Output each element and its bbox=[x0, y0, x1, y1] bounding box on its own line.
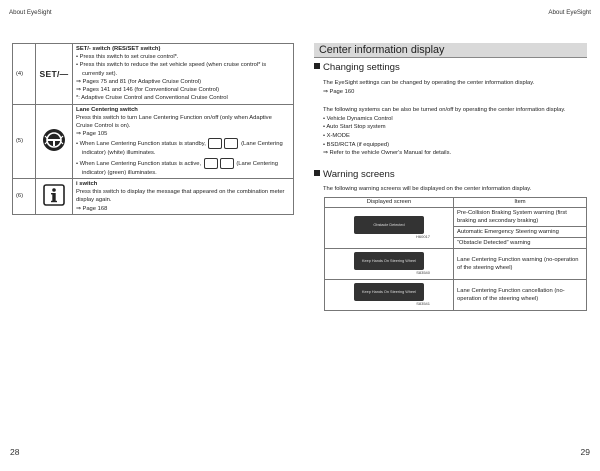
image-code: S83540 bbox=[416, 270, 430, 276]
set-switch-icon: SET/— bbox=[36, 44, 73, 105]
page-number-right: 29 bbox=[580, 447, 590, 457]
row-number: (6) bbox=[13, 178, 36, 214]
text-line: Press this switch to display the message that appeared on the combination meter display again. bbox=[76, 189, 285, 204]
page-ref: ⇒ Page 160 bbox=[323, 88, 355, 95]
lane-centering-indicator-icon bbox=[220, 158, 234, 169]
row-number: (5) bbox=[13, 104, 36, 178]
lane-centering-indicator-icon bbox=[224, 138, 238, 149]
warning-screen-image: Keep Hands On Steering Wheel bbox=[354, 252, 424, 270]
table-row bbox=[13, 178, 294, 214]
header-left: About EyeSight bbox=[9, 9, 52, 16]
list-item: • Vehicle Dynamics Control bbox=[323, 115, 393, 122]
text-line: • Press this switch to reduce the set vehicle speed (when cruise control* is currently set). bbox=[76, 62, 267, 77]
lane-centering-indicator-icon bbox=[204, 158, 218, 169]
switch-description bbox=[73, 44, 294, 105]
switch-title: SET/- switch (RES/SET switch) bbox=[76, 46, 161, 52]
page-ref: ⇒ Page 105 bbox=[76, 131, 108, 138]
page-ref: ⇒ Refer to the vehicle Owner's Manual for details. bbox=[323, 150, 452, 157]
warning-screen-image: Keep Hands On Steering Wheel bbox=[354, 283, 424, 301]
table-row bbox=[325, 280, 587, 311]
bullet-square-icon bbox=[314, 170, 320, 176]
paragraph: The following systems can be also be turned on/off by operating the center information display. • Vehicle Dynamics Control • Auto Start Stop system • X-MODE • BSD/RCTA (if equipped) ⇒ Refer to the vehicle Owner's Manual for details. bbox=[323, 106, 589, 158]
row-number: (4) bbox=[13, 44, 36, 105]
screen-cell bbox=[325, 280, 454, 311]
switch-title: Lane Centering switch bbox=[76, 106, 138, 113]
table-row bbox=[13, 44, 294, 105]
list-item: • X-MODE bbox=[323, 133, 350, 140]
info-icon bbox=[36, 178, 73, 214]
header-right: About EyeSight bbox=[548, 9, 591, 16]
table-header-row bbox=[325, 198, 587, 208]
table-row bbox=[325, 208, 587, 227]
item-cell: “Obstacle Detected” warning bbox=[454, 238, 587, 249]
text-line: • When Lane Centering Function status is standby, (Lane Centering indicator) (white) illuminates. bbox=[76, 138, 290, 157]
page-ref: ⇒ Page 168 bbox=[76, 205, 108, 212]
warning-screen-image: Obstacle Detected bbox=[354, 216, 424, 234]
text-line: • Press this switch to set cruise control*. bbox=[76, 54, 179, 61]
heading-changing-settings: Changing settings bbox=[314, 62, 400, 73]
image-code: H60017 bbox=[415, 234, 430, 240]
lane-centering-indicator-icon bbox=[208, 138, 222, 149]
page-number-left: 28 bbox=[10, 447, 20, 457]
screen-cell bbox=[325, 249, 454, 280]
switch-title: i switch bbox=[76, 180, 98, 187]
item-cell: Lane Centering Function cancellation (no-operation of the steering wheel) bbox=[454, 280, 587, 311]
bullet-square-icon bbox=[314, 63, 320, 69]
list-item: • Auto Start Stop system bbox=[323, 124, 386, 131]
switch-description bbox=[73, 104, 294, 178]
heading-warning-screens: Warning screens bbox=[314, 169, 395, 180]
paragraph: The EyeSight settings can be changed by operating the center information display. ⇒ Page 160 bbox=[323, 79, 589, 96]
steering-wheel-icon bbox=[36, 104, 73, 178]
footnote: *: Adaptive Cruise Control and Conventional Cruise Control bbox=[76, 95, 228, 102]
switch-table bbox=[12, 43, 294, 215]
item-cell: Automatic Emergency Steering warning bbox=[454, 227, 587, 238]
page-ref: ⇒ Pages 75 and 81 (for Adaptive Cruise Control) bbox=[76, 78, 202, 85]
image-code: S83541 bbox=[416, 301, 430, 307]
table-row bbox=[325, 249, 587, 280]
list-item: • BSD/RCTA (if equipped) bbox=[323, 141, 390, 148]
item-cell: Lane Centering Function warning (no-operation of the steering wheel) bbox=[454, 249, 587, 280]
page-ref: ⇒ Pages 141 and 146 (for Conventional Cruise Control) bbox=[76, 87, 220, 94]
screen-cell bbox=[325, 208, 454, 249]
column-header: Displayed screen bbox=[325, 198, 454, 208]
text-line: Press this switch to turn Lane Centering Function on/off (only when Adaptive Cruise Control is on). bbox=[76, 114, 272, 129]
item-cell: Pre-Collision Braking System warning (first braking and secondary braking) bbox=[454, 208, 587, 227]
warning-table bbox=[324, 197, 587, 311]
text-line: • When Lane Centering Function status is active, (Lane Centering indicator) (green) illuminates. bbox=[76, 158, 290, 177]
column-header: Item bbox=[454, 198, 587, 208]
paragraph: The following warning screens will be displayed on the center information display. bbox=[323, 186, 532, 192]
switch-description bbox=[73, 178, 294, 214]
section-title: Center information display bbox=[314, 43, 587, 58]
table-row bbox=[13, 104, 294, 178]
